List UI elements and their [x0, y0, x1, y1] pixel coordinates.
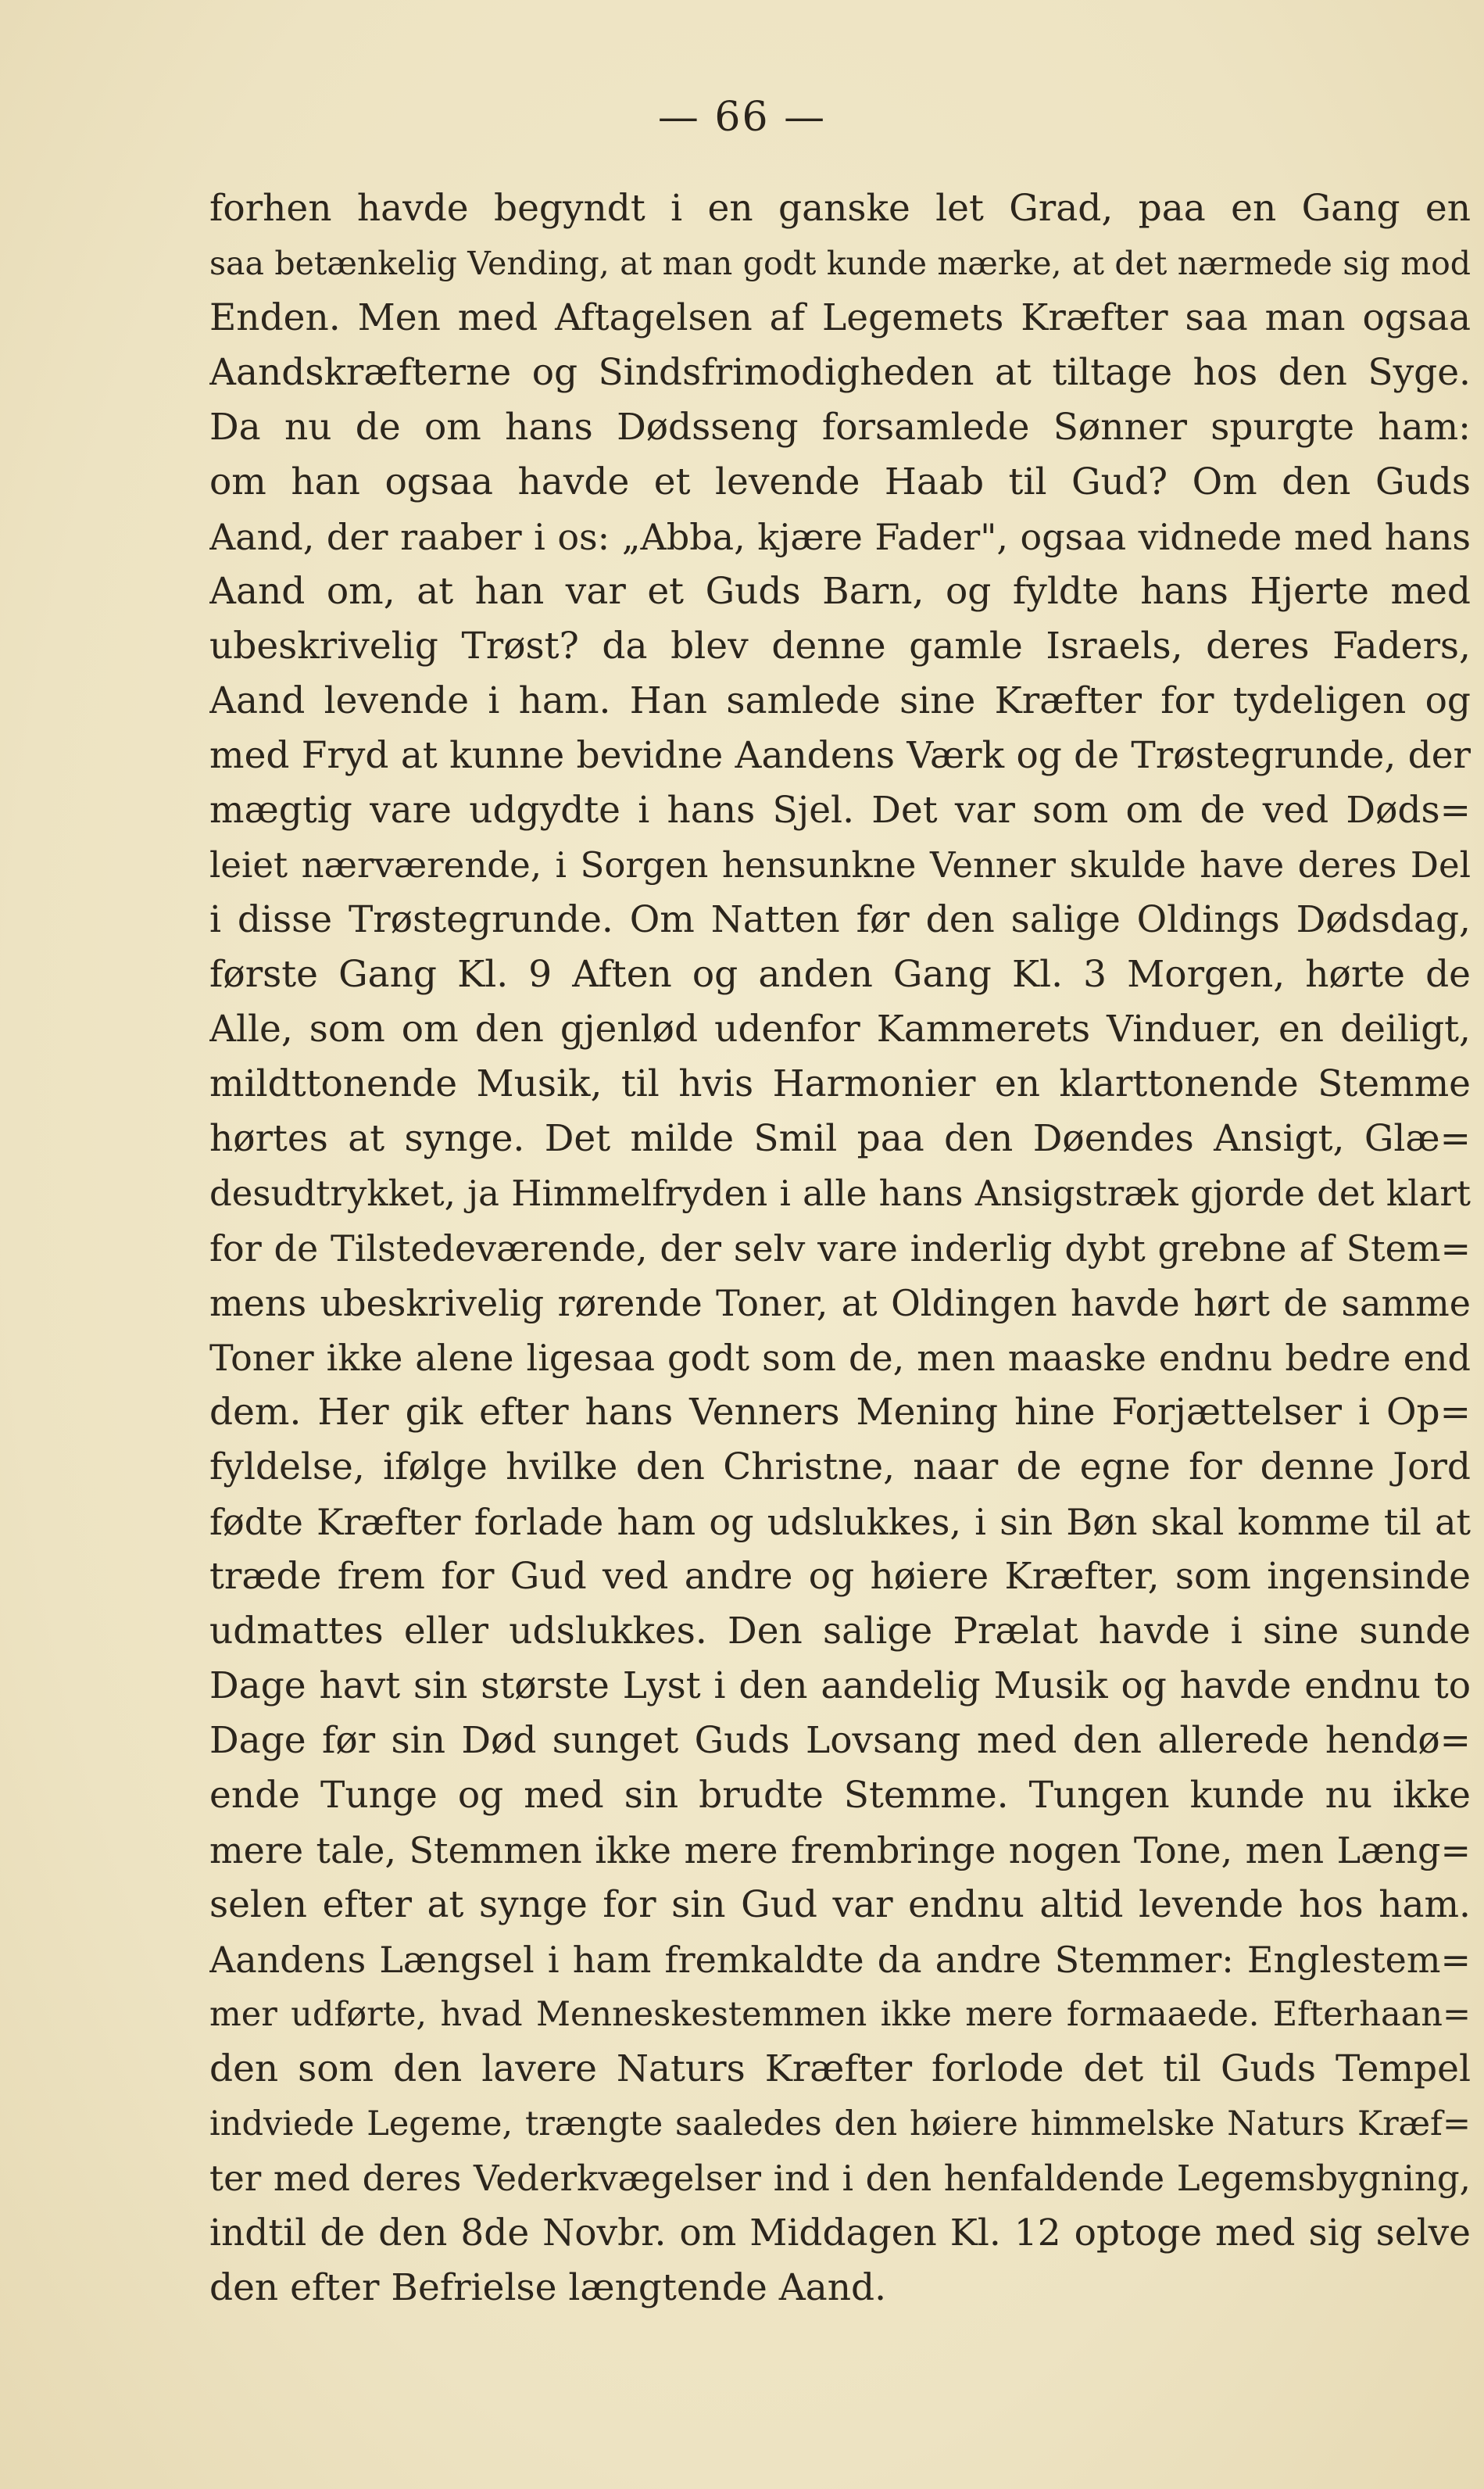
text-line: træde frem for Gud ved andre og høiere Kræfter, som ingensinde: [209, 1555, 1471, 1598]
text-line: Dage før sin Død sunget Guds Lovsang med den allerede hendø=: [209, 1719, 1471, 1762]
text-line: for de Tilstedeværende, der selv vare inderlig dybt grebne af Stem=: [209, 1227, 1471, 1270]
text-line: mere tale, Stemmen ikke mere frembringe nogen Tone, men Læng=: [209, 1829, 1471, 1871]
text-line: første Gang Kl. 9 Aften og anden Gang Kl. 3 Morgen, hørte de: [209, 953, 1471, 996]
text-line: udmattes eller udslukkes. Den salige Prælat havde i sine sunde: [209, 1610, 1471, 1653]
text-line: selen efter at synge for sin Gud var endnu altid levende hos ham.: [209, 1883, 1471, 1926]
text-line: desudtrykket, ja Himmelfryden i alle hans Ansigstræk gjorde det klart: [209, 1173, 1471, 1214]
text-line: Aandens Længsel i ham fremkaldte da andre Stemmer: Englestem=: [209, 1939, 1471, 1981]
text-line: Da nu de om hans Dødsseng forsamlede Sønner spurgte ham:: [209, 406, 1471, 449]
text-line: den som den lavere Naturs Kræfter forlode det til Guds Tempel: [209, 2047, 1471, 2090]
text-line: indtil de den 8de Novbr. om Middagen Kl. 12 optoge med sig selve: [209, 2211, 1471, 2254]
text-line: mægtig vare udgydte i hans Sjel. Det var som om de ved Døds=: [209, 789, 1471, 832]
text-line: leiet nærværende, i Sorgen hensunkne Venner skulde have deres Del: [209, 844, 1471, 886]
text-line: mildttonende Musik, til hvis Harmonier en klarttonende Stemme: [209, 1062, 1471, 1105]
text-line: saa betænkelig Vending, at man godt kunde mærke, at det nærmede sig mod: [209, 245, 1471, 282]
text-line: Aand, der raaber i os: „Abba, kjære Fader", ogsaa vidnede med hans: [209, 516, 1471, 558]
text-line: Dage havt sin største Lyst i den aandelig Musik og havde endnu to: [209, 1664, 1471, 1707]
text-line: Aand om, at han var et Guds Barn, og fyldte hans Hjerte med: [209, 570, 1471, 613]
text-line: forhen havde begyndt i en ganske let Grad, paa en Gang en: [209, 187, 1471, 230]
text-line: mens ubeskrivelig rørende Toner, at Oldingen havde hørt de samme: [209, 1282, 1471, 1324]
text-line: mer udførte, hvad Menneskestemmen ikke mere formaaede. Efterhaan=: [209, 1995, 1471, 2034]
text-line: indviede Legeme, trængte saaledes den høiere himmelske Naturs Kræf=: [209, 2104, 1471, 2143]
body-text: [209, 181, 1471, 2315]
text-line: Aand levende i ham. Han samlede sine Kræfter for tydeligen og: [209, 679, 1471, 722]
text-line: Aandskræfterne og Sindsfrimodigheden at tiltage hos den Syge.: [209, 351, 1471, 394]
text-line: Alle, som om den gjenlød udenfor Kammerets Vinduer, en deiligt,: [209, 1008, 1471, 1051]
text-line: ter med deres Vederkvægelser ind i den henfaldende Legemsbygning,: [209, 2158, 1471, 2199]
text-line: ubeskrivelig Trøst? da blev denne gamle Israels, deres Faders,: [209, 625, 1471, 668]
text-line: fødte Kræfter forlade ham og udslukkes, i sin Bøn skal komme til at: [209, 1501, 1471, 1543]
text-line: Enden. Men med Aftagelsen af Legemets Kræfter saa man ogsaa: [209, 296, 1471, 339]
text-line: i disse Trøstegrunde. Om Natten før den salige Oldings Dødsdag,: [209, 898, 1471, 941]
text-line: ende Tunge og med sin brudte Stemme. Tungen kunde nu ikke: [209, 1774, 1471, 1817]
text-line: dem. Her gik efter hans Venners Mening hine Forjættelser i Op=: [209, 1391, 1471, 1434]
text-line: fyldelse, ifølge hvilke den Christne, naar de egne for denne Jord: [209, 1445, 1471, 1488]
page-number: — 66 —: [657, 94, 827, 141]
text-line: Toner ikke alene ligesaa godt som de, men maaske endnu bedre end: [209, 1337, 1471, 1379]
text-line: hørtes at synge. Det milde Smil paa den Døendes Ansigt, Glæ=: [209, 1117, 1471, 1160]
text-line: om han ogsaa havde et levende Haab til Gud? Om den Guds: [209, 460, 1471, 503]
text-line: den efter Befrielse længtende Aand.: [209, 2266, 887, 2309]
text-line: med Fryd at kunne bevidne Aandens Værk og de Trøstegrunde, der: [209, 734, 1471, 777]
